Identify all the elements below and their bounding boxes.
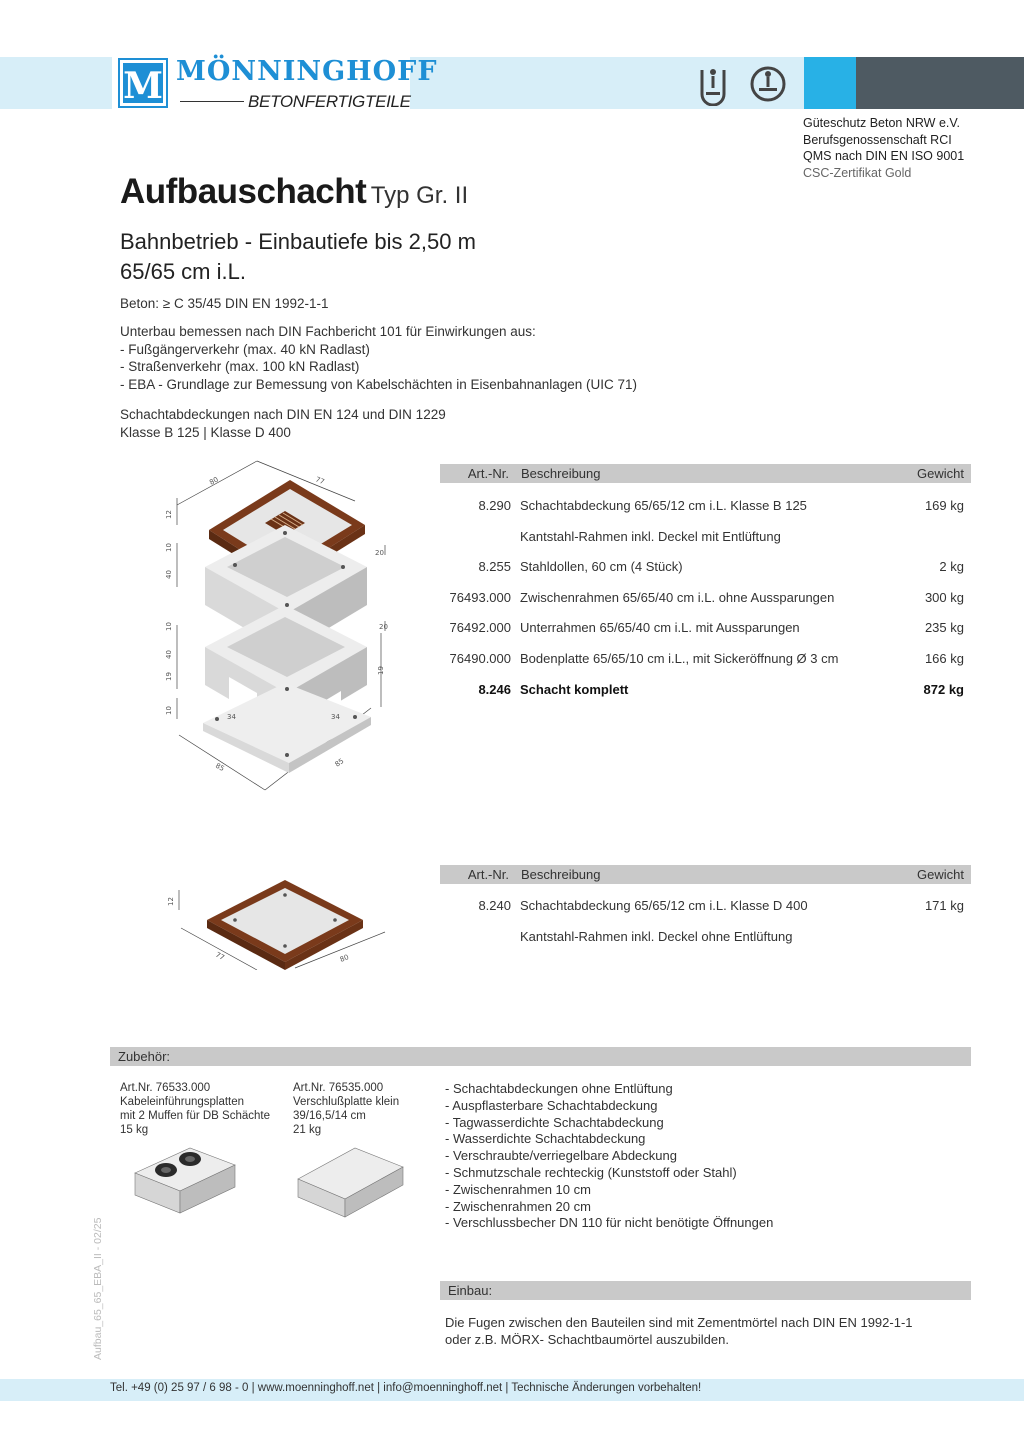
abdeckung-text: [120, 406, 446, 441]
title-type: Typ Gr. II: [370, 182, 469, 209]
parts-table: [440, 464, 971, 706]
header-art: Art.-Nr.: [467, 867, 509, 882]
header-dark-block: [856, 57, 1024, 109]
unterbau-text: [120, 323, 637, 393]
dimension-label: 80: [208, 475, 220, 487]
logo-m-icon: [118, 58, 168, 108]
certification-item: Güteschutz Beton NRW e.V.: [803, 116, 961, 130]
certification-item: Berufsgenossenschaft RCI: [803, 132, 952, 147]
dimension-label: 85: [214, 761, 226, 773]
list-item: - Verschraubte/verriegelbare Abdeckung: [445, 1148, 677, 1164]
table-row: Kantstahl-Rahmen inkl. Deckel mit Entlüftung: [520, 528, 781, 544]
table-header: [440, 464, 971, 483]
einbau-header: Einbau:: [440, 1281, 971, 1300]
accessory-art: Art.Nr. 76533.000: [120, 1082, 211, 1094]
list-item: - Zwischenrahmen 20 cm: [445, 1198, 591, 1214]
dimension-label: 40: [165, 650, 173, 659]
list-item: - Schachtabdeckungen ohne Entlüftung: [445, 1081, 673, 1096]
abdeckung-line: Klasse B 125 | Klasse D 400: [120, 424, 291, 440]
table-row: 8.255 Stahldollen, 60 cm (4 Stück) 2 kg: [478, 559, 964, 575]
table-row: 8.240 Schachtabdeckung 65/65/12 cm i.L. Klasse D 400 171 kg: [478, 898, 964, 913]
unterbau-line: - Fußgängerverkehr (max. 40 kN Radlast): [120, 341, 370, 357]
dimension-label: 80: [338, 953, 351, 964]
cable-entry-plate-drawing: [130, 1143, 240, 1221]
table-header: [440, 865, 971, 884]
unterbau-line: - EBA - Grundlage zur Bemessung von Kabelschächten in Eisenbahnanlagen (UIC 71): [120, 376, 638, 392]
beton-spec: Beton: ≥ C 35/45 DIN EN 1992-1-1: [120, 296, 329, 311]
dimension-label: 85: [333, 756, 346, 769]
quality-seal-icon: [752, 68, 784, 100]
list-item: - Tagwasserdichte Schachtabdeckung: [445, 1114, 664, 1130]
abdeckung-line: Schachtabdeckungen nach DIN EN 124 und DIN 1229: [120, 407, 446, 422]
dimension-label: 10: [165, 543, 173, 552]
dimension-label: 10: [165, 706, 173, 715]
certification-item: CSC-Zertifikat Gold: [803, 165, 912, 180]
brand-name: MÖNNINGHOFF: [176, 56, 438, 87]
zubehoer-header: Zubehör:: [110, 1047, 971, 1066]
accessory-item: [293, 1081, 399, 1137]
dimension-label: 20: [379, 623, 388, 631]
table-row-total: 8.246 Schacht komplett 872 kg: [478, 681, 964, 697]
brand-subtitle: BETONFERTIGTEILE: [248, 92, 411, 111]
dimension-label: 19: [377, 666, 385, 675]
quality-seal-icon: [702, 69, 724, 105]
subtitle-line: 65/65 cm i.L.: [120, 259, 246, 284]
page-subtitle: [120, 227, 476, 287]
title-main: Aufbauschacht: [120, 172, 367, 211]
einbau-text: Die Fugen zwischen den Bauteilen sind mit Zementmörtel nach DIN EN 1992-1-1 oder z.B. MÖRX- Schachtbaumörtel auszubilden.: [445, 1315, 913, 1347]
header-desc: Beschreibung: [521, 466, 601, 481]
header-accent-block: [804, 57, 856, 109]
cover-d400-drawing: [165, 880, 395, 970]
brand-divider: [180, 101, 244, 102]
unterbau-line: - Straßenverkehr (max. 100 kN Radlast): [120, 359, 360, 374]
dimension-label: 34: [227, 713, 236, 721]
accessory-art: Art.Nr. 76535.000: [293, 1082, 384, 1094]
accessory-weight: 15 kg: [120, 1124, 149, 1136]
dimension-label: 10: [165, 622, 173, 631]
footer-contact: Tel. +49 (0) 25 97 / 6 98 - 0 | www.moenninghoff.net | info@moenninghoff.net | Technische Änderungen vorbehalten!: [110, 1382, 702, 1394]
page-title: [120, 172, 468, 212]
dimension-label: 40: [165, 570, 173, 579]
table-row: 8.290 Schachtabdeckung 65/65/12 cm i.L. Klasse B 125 169 kg: [478, 498, 964, 513]
list-item: - Verschlussbecher DN 110 für nicht benötigte Öffnungen: [445, 1215, 774, 1231]
list-item: - Zwischenrahmen 10 cm: [445, 1181, 591, 1197]
accessory-item: [120, 1081, 270, 1137]
list-item: - Auspflasterbare Schachtabdeckung: [445, 1097, 658, 1113]
table-row: Kantstahl-Rahmen inkl. Deckel ohne Entlüftung: [520, 928, 793, 944]
accessory-name: Verschlußplatte klein: [293, 1096, 400, 1108]
certification-icons: [696, 64, 796, 106]
list-item: - Wasserdichte Schachtabdeckung: [445, 1131, 646, 1147]
header-desc: Beschreibung: [521, 867, 601, 882]
certification-item: QMS nach DIN EN ISO 9001: [803, 149, 965, 163]
table-row: 76490.000 Bodenplatte 65/65/10 cm i.L., mit Sickeröffnung Ø 3 cm 166 kg: [449, 650, 964, 666]
accessory-name: mit 2 Muffen für DB Schächte: [120, 1110, 270, 1122]
unterbau-line: Unterbau bemessen nach DIN Fachbericht 101 für Einwirkungen aus:: [120, 324, 536, 339]
header-weight: Gewicht: [917, 867, 964, 882]
dimension-label: 12: [167, 897, 175, 906]
certification-list: [803, 115, 964, 181]
closure-plate-drawing: [293, 1143, 408, 1223]
document-code: Aufbau_65_65_EBA_II - 02/25: [92, 1217, 104, 1360]
subtitle-line: Bahnbetrieb - Einbautiefe bis 2,50 m: [120, 229, 476, 254]
logo-letter: M: [123, 65, 163, 107]
accessory-name: Kabeleinführungsplatten: [120, 1096, 245, 1108]
list-item: - Schmutzschale rechteckig (Kunststoff oder Stahl): [445, 1164, 737, 1180]
header-art: Art.-Nr.: [467, 466, 509, 481]
accessory-list: [445, 1081, 773, 1232]
dimension-label: 20: [375, 549, 384, 557]
dimension-label: 12: [165, 510, 173, 519]
dimension-label: 34: [331, 713, 340, 721]
header-weight: Gewicht: [917, 466, 964, 481]
dimension-label: 77: [214, 950, 226, 962]
shaft-exploded-drawing: [165, 455, 395, 800]
table-row: 76493.000 Zwischenrahmen 65/65/40 cm i.L. ohne Aussparungen 300 kg: [449, 589, 964, 605]
cover-table: [440, 865, 971, 953]
dimension-label: 19: [165, 672, 173, 681]
accessory-name: 39/16,5/14 cm: [293, 1110, 366, 1122]
table-row: 76492.000 Unterrahmen 65/65/40 cm i.L. mit Aussparungen 235 kg: [449, 620, 964, 636]
accessory-weight: 21 kg: [293, 1124, 322, 1136]
dimension-label: 77: [314, 475, 326, 487]
